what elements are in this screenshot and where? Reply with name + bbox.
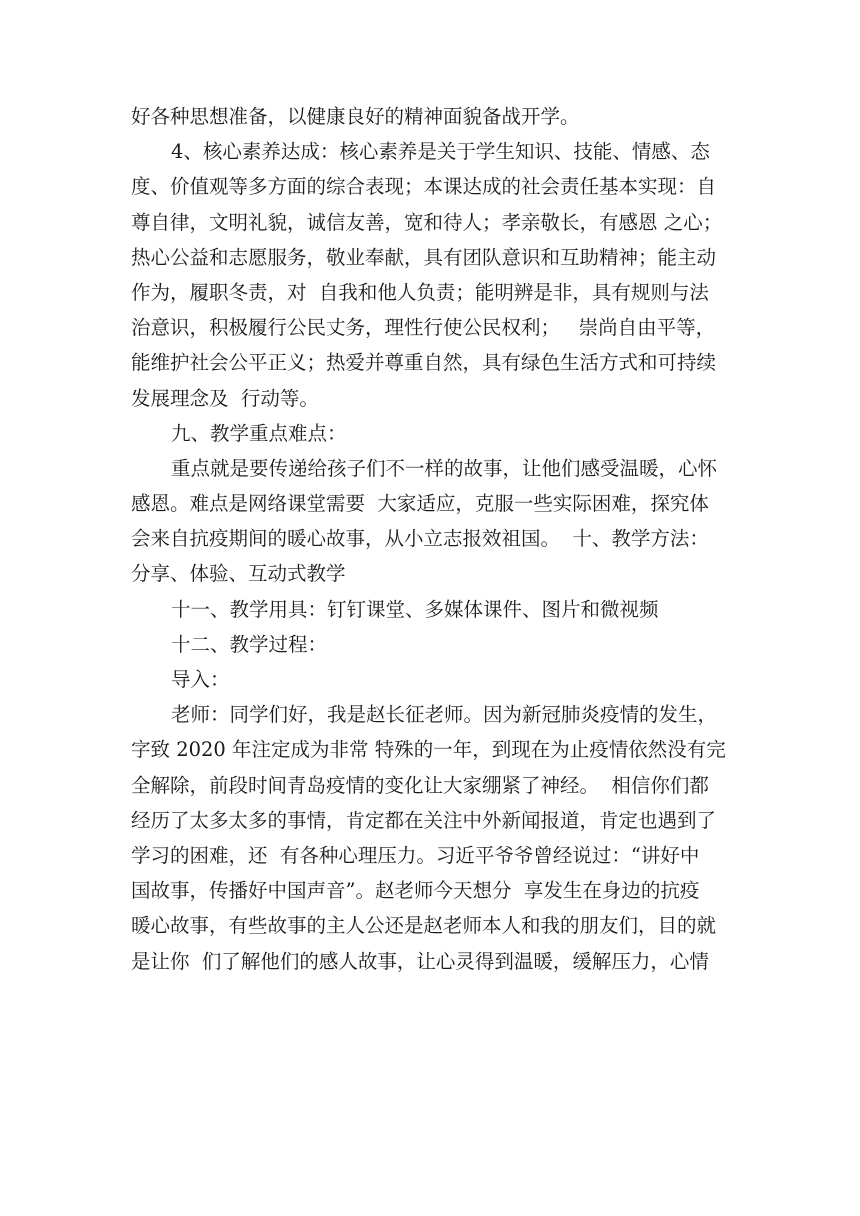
text-line: 分享、体验、互动式教学 [131,562,346,586]
text-line: 暖心故事，有些故事的主人公还是赵老师本人和我的朋友们，目的就 [131,914,717,938]
text-line: 尊自律，文明礼貌，诚信友善，宽和待人；孝亲敬长，有感恩 之心； [131,210,723,234]
text-line: 发展理念及 行动等。 [131,386,319,410]
text-line: 老师：同学们好，我是赵长征老师。因为新冠肺炎疫情的发生， [171,703,718,727]
section-heading: 十二、教学过程： [171,632,328,656]
document-body [131,99,731,979]
text-line: 作为，履职冬责，对 自我和他人负责；能明辨是非，具有规则与法 [131,280,709,304]
text-line: 国故事，传播好中国声音”。赵老师今天想分 享发生在身边的抗疫 [131,879,700,903]
text-line: 是让你 们了解他们的感人故事，让心灵得到温暖，缓解压力，心情 [131,949,709,973]
text-line: 全解除，前段时间青岛疫情的变化让大家绷紧了神经。 相信你们都 [131,773,709,797]
subsection-heading: 导入： [171,668,230,691]
text-line: 会来自抗疫期间的暖心故事，从小立志报效祖国。 十、教学方法： [131,527,709,551]
text-line: 感恩。难点是网络课堂需要 大家适应，克服一些实际困难，探究体 [131,492,709,516]
text-line: 治意识，积极履行公民丈务，理性行使公民权利； 崇尚自由平等， [131,316,716,340]
text-line: 热心公益和志愿服务，敬业奉献，具有团队意识和互助精神；能主动 [131,245,717,269]
text-line: 度、价值观等多方面的综合表现；本课达成的社会责任基本实现：自 [131,175,717,199]
text-line: 能维护社会公平正义；热爱并尊重自然，具有绿色生活方式和可持续 [131,351,717,375]
text-line: 重点就是要传递给孩子们不一样的故事，让他们感受温暖，心怀 [171,456,718,480]
text-line: 学习的困难，还 有各种心理压力。习近平爷爷曾经说过：“讲好中 [131,843,700,867]
text-line: 经历了太多太多的事情，肯定都在关注中外新闻报道，肯定也遇到了 [131,808,717,832]
text-line: 好各种思想准备，以健康良好的精神面貌备战开学。 [131,105,580,128]
section-heading: 十一、教学用具：钉钉课堂、多媒体课件、图片和微视频 [171,597,659,621]
section-heading: 九、教学重点难点： [171,421,347,445]
text-line: 字致 2020 年注定成为非常 特殊的一年，到现在为止疫情依然没有完 [131,738,726,762]
text-line: 4、核心素养达成：核心素养是关于学生知识、技能、情感、态 [171,140,710,164]
